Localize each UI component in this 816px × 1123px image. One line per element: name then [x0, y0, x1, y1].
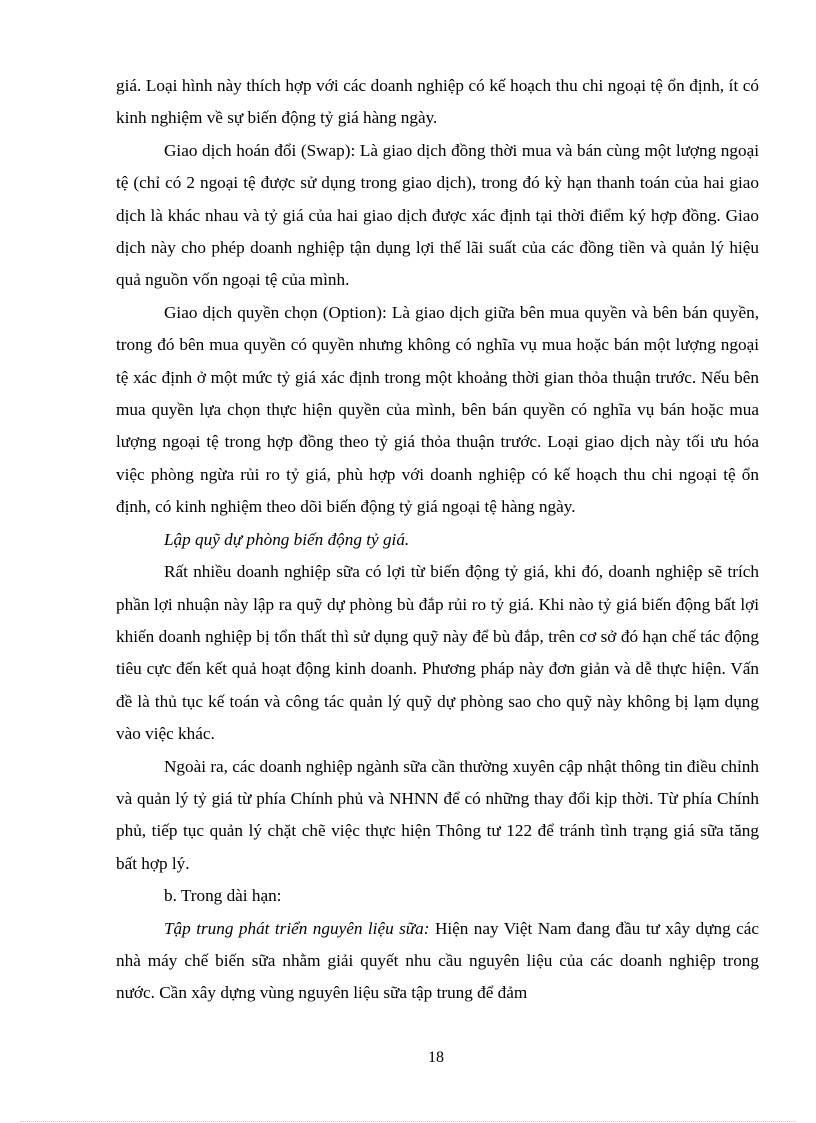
raw-materials-lead-in: Tập trung phát triển nguyên liệu sữa:	[164, 918, 430, 938]
page-number: 18	[428, 1049, 444, 1066]
paragraph-swap: Giao dịch hoán đổi (Swap): Là giao dịch đồng thời mua và bán cùng một lượng ngoại tệ (chỉ có 2 ngoại tệ được sử dụng trong giao dịch), trong đó kỳ hạn thanh toán của hai giao dịch là khác nhau và tỷ giá của hai giao dịch được xác định tại thời điểm ký hợp đồng. Giao dịch này cho phép doanh nghiệp tận dụng lợi thế lãi suất của các đồng tiền và quản lý hiệu quả nguồn vốn ngoại tệ của mình.	[116, 140, 759, 290]
section-heading-long-term: b. Trong dài hạn:	[164, 886, 282, 906]
paragraph-option: Giao dịch quyền chọn (Option): Là giao dịch giữa bên mua quyền và bên bán quyền, trong đó bên mua quyền có quyền nhưng không có nghĩa vụ mua hoặc bán một lượng ngoại tệ xác định ở một mức tỷ giá xác định trong một khoảng thời gian thỏa thuận trước. Nếu bên mua quyền lựa chọn thực hiện quyền của mình, bên bán quyền có nghĩa vụ bán hoặc mua lượng ngoại tệ trong hợp đồng theo tỷ giá thỏa thuận trước. Loại giao dịch này tối ưu hóa việc phòng ngừa rủi ro tỷ giá, phù hợp với doanh nghiệp có kế hoạch thu chi ngoại tệ ổn định, có kinh nghiệm theo dõi biến động tỷ giá ngoại tệ hàng ngày.	[116, 302, 759, 517]
raw-materials-body: Hiện nay Việt Nam đang đầu tư xây dựng các nhà máy chế biến sữa nhằm giải quyết nhu cầu nguyên liệu của các doanh nghiệp trong nước. Cần xây dựng vùng nguyên liệu sữa tập trung để đảm	[116, 918, 760, 1003]
paragraph-government-update: Ngoài ra, các doanh nghiệp ngành sữa cần thường xuyên cập nhật thông tin điều chỉnh và quản lý tỷ giá từ phía Chính phủ và NHNN để có những thay đổi kịp thời. Từ phía Chính phủ, tiếp tục quản lý chặt chẽ việc thực hiện Thông tư 122 để tránh tình trạng giá sữa tăng bất hợp lý.	[116, 756, 759, 873]
section-heading-reserve-fund: Lập quỹ dự phòng biến động tỷ giá.	[164, 529, 410, 549]
paragraph-reserve-fund: Rất nhiều doanh nghiệp sữa có lợi từ biến động tỷ giá, khi đó, doanh nghiệp sẽ trích phần lợi nhuận này lập ra quỹ dự phòng bù đắp rủi ro tỷ giá. Khi nào tỷ giá biến động bất lợi khiến doanh nghiệp bị tổn thất thì sử dụng quỹ này để bù đắp, trên cơ sở đó hạn chế tác động tiêu cực đến kết quả hoạt động kinh doanh. Phương pháp này đơn giản và dễ thực hiện. Vấn đề là thủ tục kế toán và công tác quản lý quỹ dự phòng sao cho quỹ này không bị lạm dụng vào việc khác.	[116, 562, 759, 744]
paragraph-continuation: giá. Loại hình này thích hợp với các doanh nghiệp có kế hoạch thu chi ngoại tệ ổn định, ít có kinh nghiệm về sự biến động tỷ giá hàng ngày.	[116, 76, 759, 128]
page-bottom-divider	[20, 1121, 796, 1122]
paragraph-raw-materials	[116, 913, 759, 1010]
document-body	[116, 70, 759, 1010]
